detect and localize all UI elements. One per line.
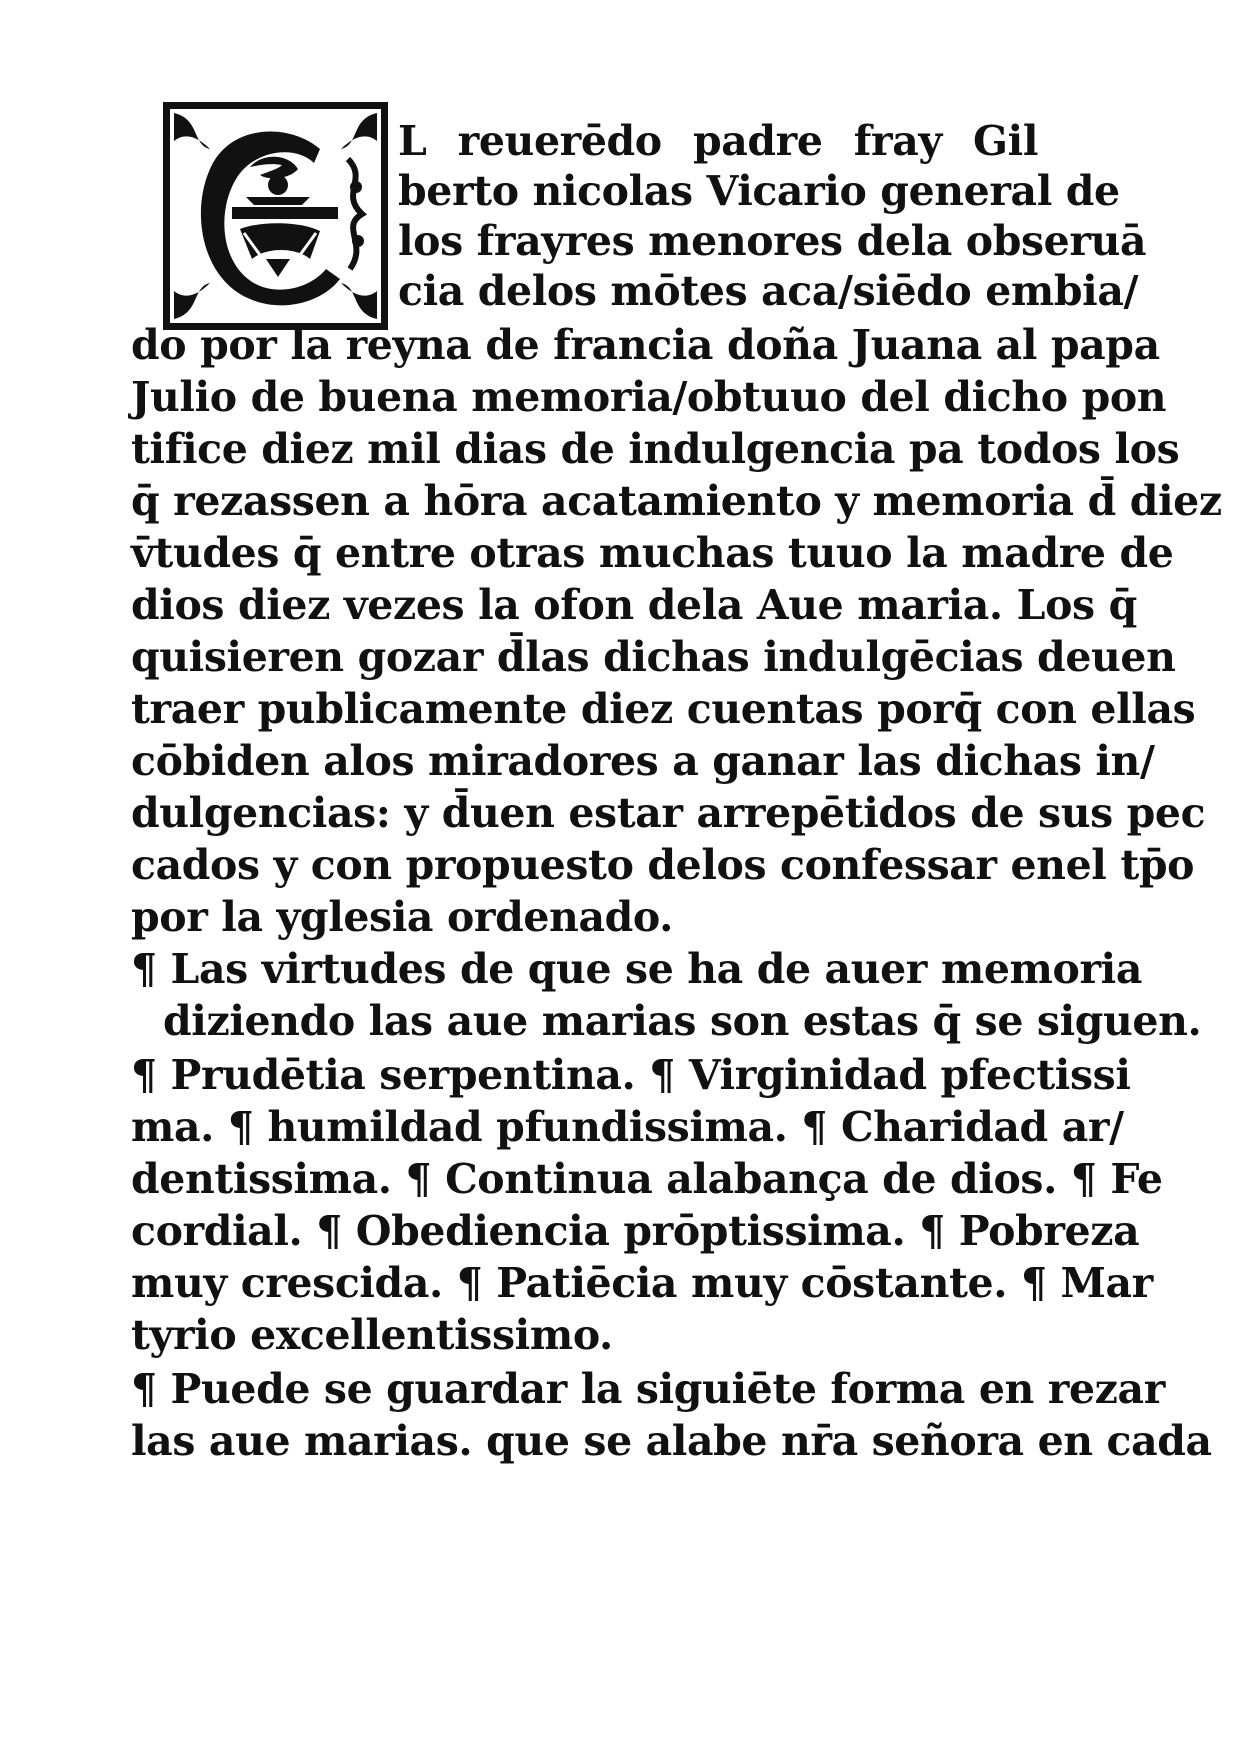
- text-line-17: ¶ Las virtudes de que se ha de auer memoria: [131, 945, 1143, 993]
- text-line-18: diziendo las aue marias son estas q̄ se siguen.: [163, 997, 1202, 1045]
- text-line-19: ¶ Prudētia serpentina. ¶ Virginidad pfectissi: [131, 1051, 1131, 1099]
- text-line-6: Julio de buena memoria/obtuuo del dicho pon: [131, 373, 1167, 421]
- text-line-8: q̄ rezassen a hōra acatamiento y memoria d̄ diez: [131, 477, 1222, 525]
- text-line-23: muy crescida. ¶ Patiēcia muy cōstante. ¶ Mar: [131, 1259, 1153, 1307]
- woodcut-initial-e: [163, 102, 388, 330]
- text-line-9: v̄tudes q̄ entre otras muchas tuuo la madre de: [131, 529, 1174, 577]
- text-line-2: berto nicolas Vicario general de: [398, 167, 1120, 215]
- text-line-26: las aue marias. que se alabe nr̄a señora en cada: [131, 1417, 1212, 1465]
- text-line-16: por la yglesia ordenado.: [131, 893, 673, 941]
- text-line-13: cōbiden alos miradores a ganar las dichas in/: [131, 737, 1155, 785]
- text-line-21: dentissima. ¶ Continua alabança de dios. ¶ Fe: [131, 1155, 1163, 1203]
- text-line-24: tyrio excellentissimo.: [131, 1311, 613, 1359]
- text-line-5: do por la reyna de francia doña Juana al papa: [131, 321, 1160, 369]
- text-line-11: quisieren gozar d̄las dichas indulgēcias deuen: [131, 633, 1176, 681]
- text-line-15: cados y con propuesto delos confessar enel tp̄o: [131, 841, 1195, 889]
- text-line-20: ma. ¶ humildad pfundissima. ¶ Charidad ar/: [131, 1103, 1124, 1151]
- text-line-22: cordial. ¶ Obediencia prōptissima. ¶ Pobreza: [131, 1207, 1140, 1255]
- text-line-25: ¶ Puede se guardar la siguiēte forma en rezar: [131, 1365, 1165, 1413]
- text-line-1: L reuerēdo padre fray Gil: [398, 117, 1038, 165]
- text-line-10: dios diez vezes la ofon dela Aue maria. Los q̄: [131, 581, 1137, 629]
- text-line-3: los frayres menores dela obseruā: [398, 217, 1147, 265]
- text-line-4: cia delos mōtes aca/siēdo embia/: [398, 267, 1139, 315]
- ornament-initial-icon: [170, 109, 381, 323]
- text-line-12: traer publicamente diez cuentas porq̄ con ellas: [131, 685, 1196, 733]
- text-line-7: tifice diez mil dias de indulgencia pa todos los: [131, 425, 1180, 473]
- text-line-14: dulgencias: y d̄uen estar arrepētidos de sus pec: [131, 789, 1206, 837]
